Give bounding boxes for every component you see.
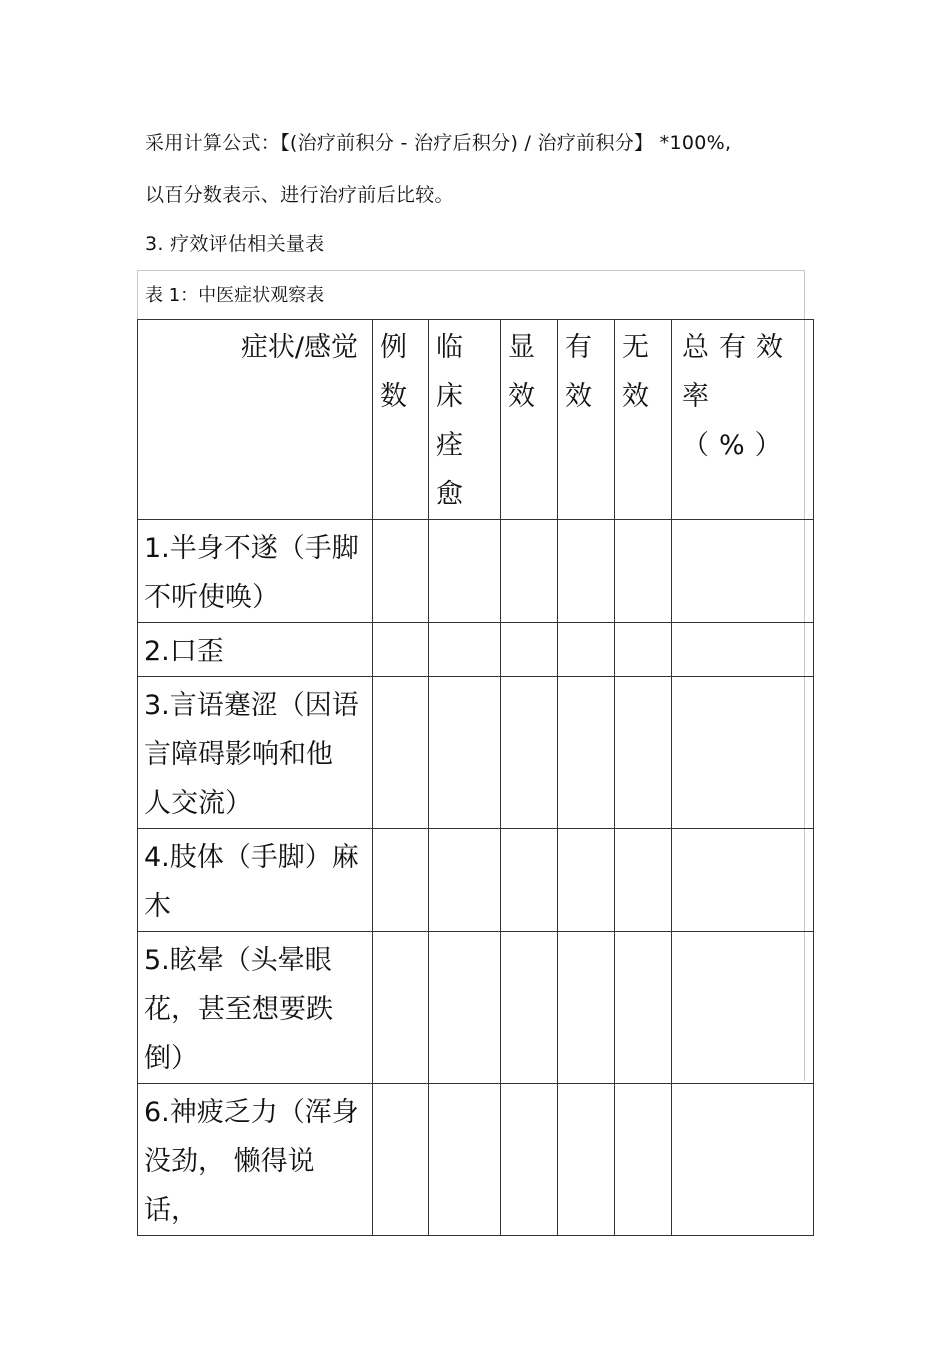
table-row (138, 829, 814, 932)
table-caption: 表 1：中医症状观察表 (145, 285, 325, 306)
header-cured: 临床痊愈 (429, 320, 501, 520)
symptom-cell: 4.肢体（手脚）麻木 (138, 829, 373, 932)
header-symptom: 症状/感觉 (138, 320, 373, 520)
header-marked: 显效 (501, 320, 558, 520)
symptom-cell: 6.神疲乏力（浑身没劲， 懒得说话， (138, 1084, 373, 1236)
table-row (138, 1084, 814, 1236)
header-effective: 有效 (558, 320, 615, 520)
symptom-observation-table (137, 319, 814, 1236)
header-total-rate: 总有效率（%） (672, 320, 814, 520)
header-cases: 例数 (373, 320, 429, 520)
table-row (138, 520, 814, 623)
header-ineffective: 无效 (615, 320, 672, 520)
formula-paragraph: 采用计算公式：【(治疗前积分 - 治疗后积分) / 治疗前积分】 *100%, (145, 132, 732, 154)
section-heading: 3. 疗效评估相关量表 (145, 233, 325, 255)
table-row (138, 623, 814, 677)
table-row (138, 932, 814, 1084)
symptom-cell: 3.言语蹇涩（因语言障碍影响和他人交流） (138, 677, 373, 829)
comparison-paragraph: 以百分数表示、进行治疗前后比较。 (145, 184, 454, 206)
symptom-cell: 5.眩晕（头晕眼花，甚至想要跌倒） (138, 932, 373, 1084)
table-header-row (138, 320, 814, 520)
symptom-cell: 2.口歪 (138, 623, 373, 677)
table-row (138, 677, 814, 829)
symptom-cell: 1.半身不遂（手脚不听使唤） (138, 520, 373, 623)
